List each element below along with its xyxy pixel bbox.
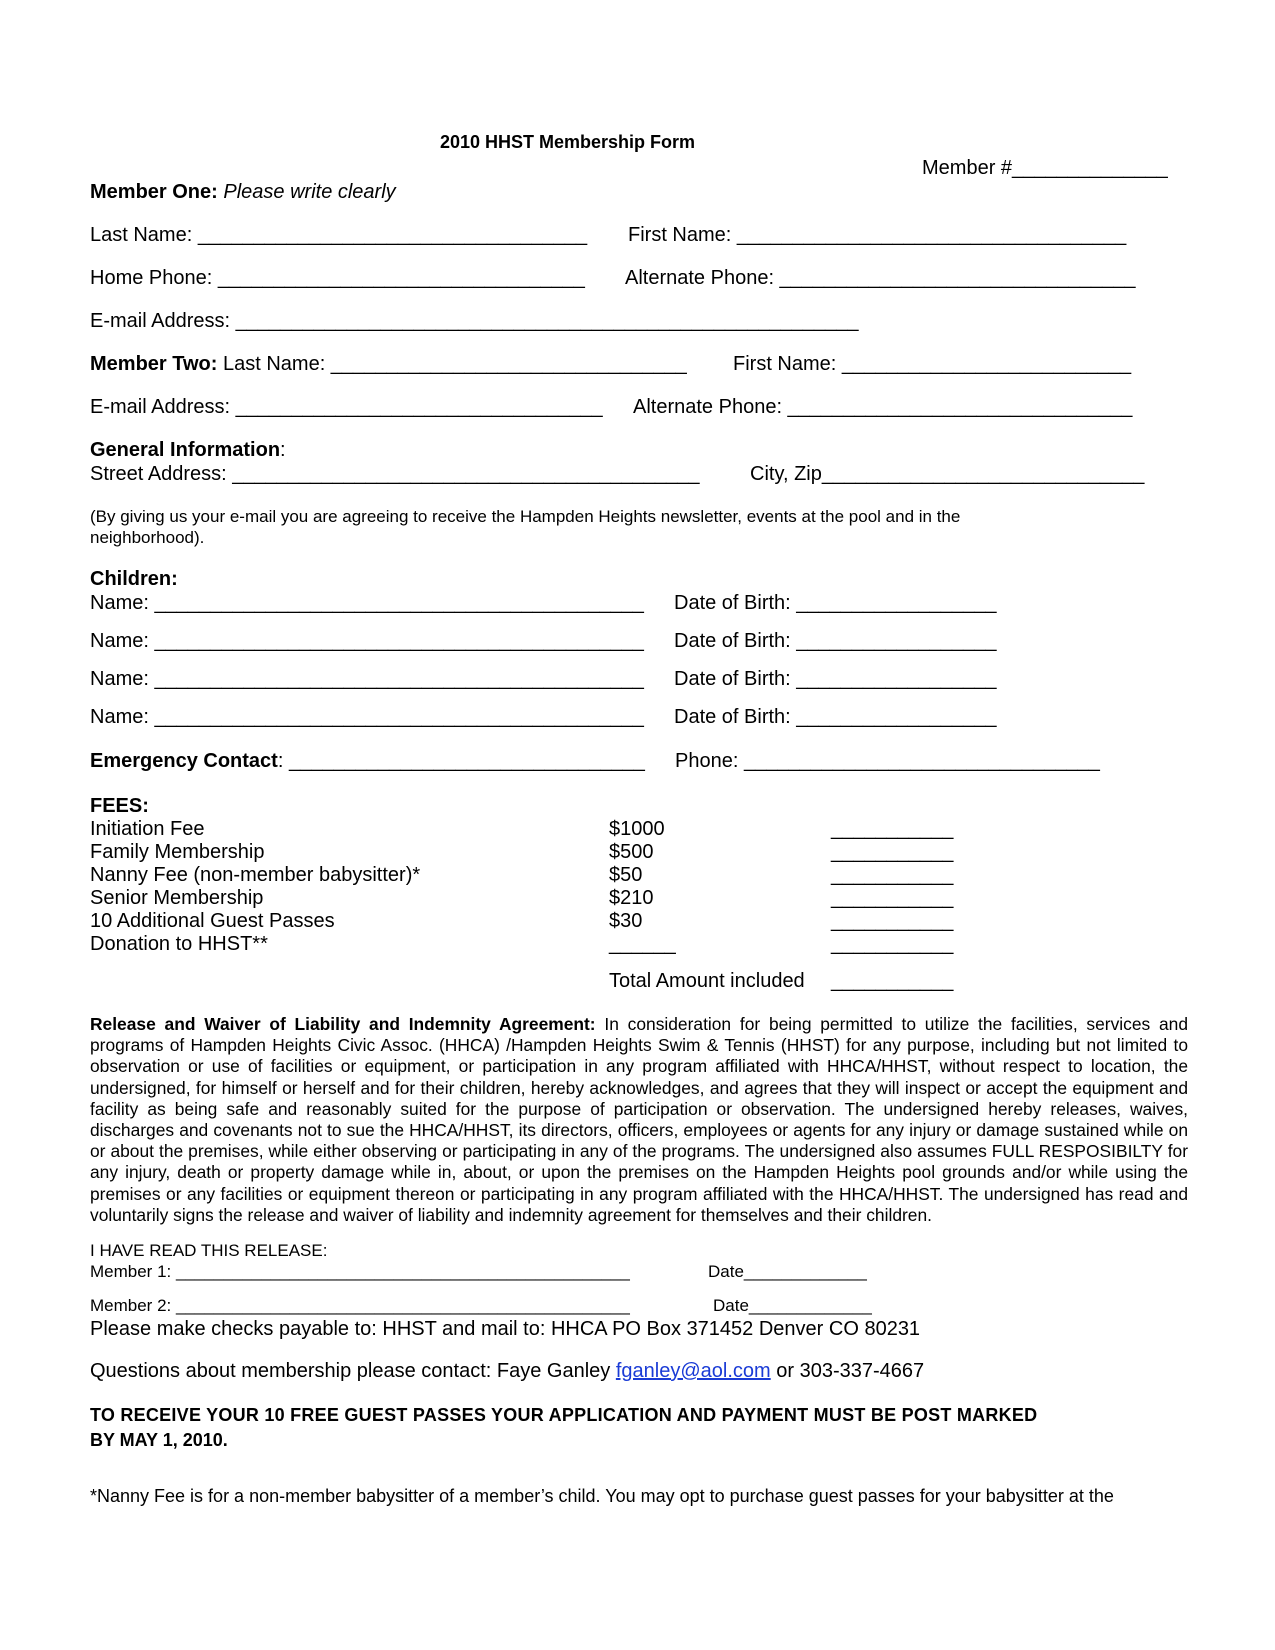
child-name-field[interactable]: Name: ____________________________________________ <box>90 668 644 690</box>
member-two-first-name-field[interactable]: First Name: __________________________ <box>733 353 1132 375</box>
checks-payable-text: Please make checks payable to: HHST and mail to: HHCA PO Box 371452 Denver CO 80231 <box>90 1318 921 1340</box>
page-title: 2010 HHST Membership Form <box>439 132 696 152</box>
fee-label: Family Membership <box>90 841 265 863</box>
fee-blank-field[interactable]: ___________ <box>831 818 954 840</box>
fee-amount: $30 <box>609 910 643 932</box>
read-release-label: I HAVE READ THIS RELEASE: <box>90 1241 328 1260</box>
city-zip-field[interactable]: City, Zip_____________________________ <box>750 463 1145 485</box>
fee-label: 10 Additional Guest Passes <box>90 910 335 932</box>
fee-amount: $500 <box>609 841 654 863</box>
member-1-date-field[interactable]: Date_____________ <box>708 1262 867 1281</box>
emergency-phone-field[interactable]: Phone: ________________________________ <box>675 750 1100 772</box>
fee-label: Nanny Fee (non-member babysitter)* <box>90 864 421 886</box>
fee-label: Senior Membership <box>90 887 264 909</box>
child-dob-field[interactable]: Date of Birth: __________________ <box>674 630 997 652</box>
fee-blank-field[interactable]: ___________ <box>831 933 954 955</box>
emergency-contact-label: Emergency Contact <box>90 750 278 772</box>
release-body: In consideration for being permitted to utilize the facilities, services and programs of Hampden Heights Civic Assoc. (HHCA) /Hampden Heights Swim & Tennis (HHST) for any purpose, including but not limited to observation or use of facilities or equipment, or participation in any program affiliated with HHCA/HHST, without respect to location, the undersigned, for himself or herself and for their children, hereby acknowledges, and agrees that they will inspect or accept the equipment and facility as being safe and reasonably suited for the purpose of participation or observation. The undersigned hereby releases, waives, discharges and covenants not to sue the HHCA/HHST, its directors, officers, employees or agents for any injury or damage sustained while on or about the premises, while either observing or participating in any of the programs. The undersigned also assumes FULL RESPOSIBILTY for any injury, death or property damage while in, about, or upon the premises on the Hampden Heights pool grounds and/or while using the premises or any facilities or equipment thereon or participating in any program affiliated with the HHCA/HHST. The undersigned has read and voluntarily signs the release and waiver of liability and indemnity agreement for themselves and their children. <box>90 1014 1188 1225</box>
member-one-first-name-field[interactable]: First Name: ___________________________________ <box>628 224 1127 246</box>
street-address-field[interactable]: Street Address: __________________________________________ <box>90 463 700 485</box>
general-information-heading <box>90 439 286 462</box>
contact-suffix: or 303-337-4667 <box>776 1360 925 1382</box>
member-one-heading <box>90 181 396 204</box>
contact-line <box>90 1360 924 1383</box>
fee-blank-field[interactable]: ___________ <box>831 841 954 863</box>
member-two-label: Member Two: <box>90 353 218 375</box>
email-consent-note-line2: neighborhood). <box>90 528 205 547</box>
member-two-alternate-phone-field[interactable]: Alternate Phone: _______________________________ <box>633 396 1133 418</box>
member-number-field[interactable]: Member #______________ <box>922 157 1168 179</box>
donation-amount-field[interactable]: ______ <box>609 933 676 955</box>
member-one-label: Member One: <box>90 181 218 203</box>
deadline-notice-line2: BY MAY 1, 2010. <box>90 1430 228 1450</box>
emergency-contact-row <box>90 750 645 773</box>
fee-label: Donation to HHST** <box>90 933 268 955</box>
child-dob-field[interactable]: Date of Birth: __________________ <box>674 592 997 614</box>
fees-heading: FEES: <box>90 795 149 817</box>
member-one-home-phone-field[interactable]: Home Phone: _________________________________ <box>90 267 585 289</box>
child-dob-field[interactable]: Date of Birth: __________________ <box>674 668 997 690</box>
member-two-row <box>90 353 687 376</box>
total-amount-field[interactable]: ___________ <box>831 970 954 992</box>
member-2-signature-field[interactable]: Member 2: ________________________________________________ <box>90 1296 630 1315</box>
fee-blank-field[interactable]: ___________ <box>831 887 954 909</box>
emergency-contact-field[interactable]: : ________________________________ <box>277 750 645 772</box>
member-one-alternate-phone-field[interactable]: Alternate Phone: ________________________________ <box>625 267 1136 289</box>
fee-amount: $50 <box>609 864 643 886</box>
fee-amount: $1000 <box>609 818 665 840</box>
contact-prefix: Questions about membership please contact: Faye Ganley <box>90 1360 611 1382</box>
deadline-notice-line1: TO RECEIVE YOUR 10 FREE GUEST PASSES YOUR APPLICATION AND PAYMENT MUST BE POST MARKED <box>90 1405 1038 1425</box>
general-information-label: General Information <box>90 439 281 461</box>
general-information-colon: : <box>280 439 286 461</box>
email-consent-note-line1: (By giving us your e-mail you are agreeing to receive the Hampden Heights newsletter, events at the pool and in the <box>90 507 961 526</box>
child-dob-field[interactable]: Date of Birth: __________________ <box>674 706 997 728</box>
total-amount-label: Total Amount included <box>609 970 805 992</box>
member-1-signature-field[interactable]: Member 1: ________________________________________________ <box>90 1262 630 1281</box>
contact-email-link[interactable]: fganley@aol.com <box>615 1360 771 1382</box>
member-two-email-field[interactable]: E-mail Address: _________________________________ <box>90 396 603 418</box>
child-name-field[interactable]: Name: ____________________________________________ <box>90 592 644 614</box>
fee-blank-field[interactable]: ___________ <box>831 910 954 932</box>
nanny-fee-footnote: *Nanny Fee is for a non-member babysitter of a member’s child. You may opt to purchase guest passes for your babysitter at the <box>90 1486 1114 1506</box>
member-two-last-name-field[interactable]: Last Name: ________________________________ <box>222 353 687 375</box>
release-waiver-paragraph <box>90 1014 1188 1226</box>
children-heading: Children: <box>90 568 178 590</box>
member-one-email-field[interactable]: E-mail Address: ________________________________________________________ <box>90 310 859 332</box>
child-name-field[interactable]: Name: ____________________________________________ <box>90 706 644 728</box>
fee-label: Initiation Fee <box>90 818 205 840</box>
fee-blank-field[interactable]: ___________ <box>831 864 954 886</box>
member-2-date-field[interactable]: Date_____________ <box>713 1296 872 1315</box>
member-one-last-name-field[interactable]: Last Name: ___________________________________ <box>90 224 588 246</box>
member-one-note: Please write clearly <box>223 181 396 203</box>
fee-amount: $210 <box>609 887 654 909</box>
child-name-field[interactable]: Name: ____________________________________________ <box>90 630 644 652</box>
release-heading: Release and Waiver of Liability and Indemnity Agreement: <box>90 1014 596 1034</box>
